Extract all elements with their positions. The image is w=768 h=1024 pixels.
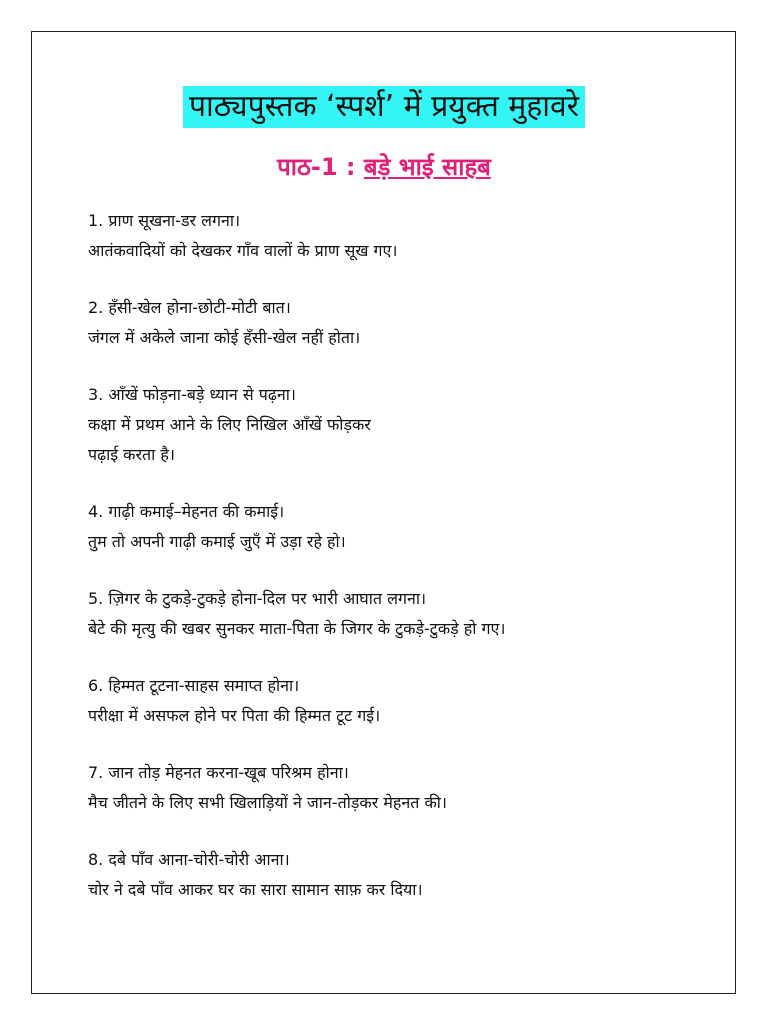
idiom-entry: [88, 671, 718, 731]
idiom-meaning: 3. आँखें फोड़ना-बड़े ध्यान से पढ़ना।: [88, 385, 296, 404]
page-title: पाठ्यपुस्तक ‘स्पर्श’ में प्रयुक्त मुहावरे: [183, 86, 585, 128]
idiom-entry: [88, 845, 718, 905]
idiom-meaning: 8. दबे पाँव आना-चोरी-चोरी आना।: [88, 850, 290, 869]
lesson-heading: [0, 150, 768, 183]
idiom-meaning: 7. जान तोड़ मेहनत करना-खूब परिश्रम होना।: [88, 763, 349, 782]
idiom-entry: [88, 758, 718, 818]
example-sentence: परीक्षा में असफल होने पर पिता की हिम्मत टूट गई।: [88, 706, 381, 725]
idiom-entry: [88, 584, 718, 644]
lesson-number: पाठ-1 :: [277, 153, 356, 181]
idiom-meaning: 2. हँसी-खेल होना-छोटी-मोटी बात।: [88, 298, 291, 317]
example-sentence: चोर ने दबे पाँव आकर घर का सारा सामान साफ़ कर दिया।: [88, 880, 423, 899]
example-sentence: बेटे की मृत्यु की खबर सुनकर माता-पिता के जिगर के टुकड़े-टुकड़े हो गए।: [88, 619, 506, 638]
example-sentence: पढ़ाई करता है।: [88, 445, 175, 464]
idiom-meaning: 6. हिम्मत टूटना-साहस समाप्त होना।: [88, 676, 300, 695]
idiom-list: [88, 206, 718, 932]
example-sentence: कक्षा में प्रथम आने के लिए निखिल आँखें फोड़कर: [88, 415, 371, 434]
idiom-meaning: 5. ज़िगर के टुकड़े-टुकड़े होना-दिल पर भारी आघात लगना।: [88, 589, 427, 608]
title-block: [0, 86, 768, 128]
idiom-entry: [88, 497, 718, 557]
idiom-meaning: 1. प्राण सूखना-डर लगना।: [88, 211, 241, 230]
idiom-entry: [88, 293, 718, 353]
example-sentence: तुम तो अपनी गाढ़ी कमाई जुएँ में उड़ा रहे हो।: [88, 532, 346, 551]
example-sentence: मैच जीतने के लिए सभी खिलाड़ियों ने जान-तोड़कर मेहनत की।: [88, 793, 447, 812]
example-sentence: आतंकवादियों को देखकर गाँव वालों के प्राण सूख गए।: [88, 241, 398, 260]
idiom-entry: [88, 380, 718, 470]
idiom-meaning: 4. गाढ़ी कमाई–मेहनत की कमाई।: [88, 502, 285, 521]
lesson-name: बड़े भाई साहब: [363, 153, 491, 181]
example-sentence: जंगल में अकेले जाना कोई हँसी-खेल नहीं होता।: [88, 328, 361, 347]
idiom-entry: [88, 206, 718, 266]
